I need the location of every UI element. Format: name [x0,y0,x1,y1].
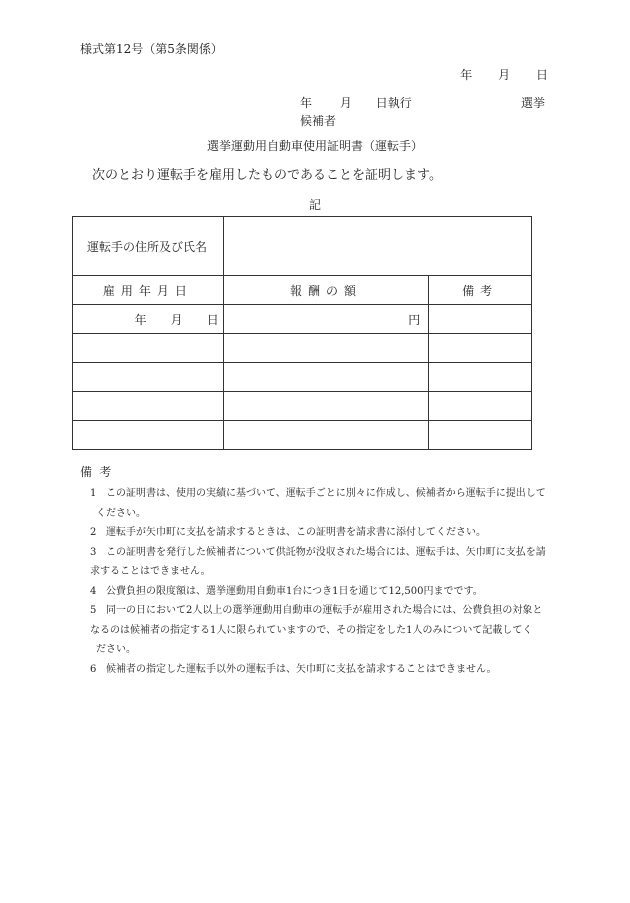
remarks-field[interactable] [429,392,532,421]
note-number: 2 [90,527,97,538]
remuneration-field[interactable] [223,334,429,363]
yen-unit: 円 [408,312,421,327]
election-day-exec-label: 日執行 [375,96,412,110]
employment-date-field[interactable] [73,363,224,392]
employment-date-field[interactable] [73,334,224,363]
employment-date-field[interactable] [73,392,224,421]
note-item [90,582,555,602]
employment-date-field[interactable] [73,421,224,450]
note-number: 3 [90,546,97,558]
date-day-label: 日 [535,68,548,82]
note-number: 5 [90,605,97,616]
certificate-table [72,216,532,450]
day-unit: 日 [206,312,219,327]
document-title: 選挙運動用自動車使用証明書（運転手） [206,139,423,153]
table-row [73,363,532,392]
election-date-line [300,94,545,111]
note-text: この証明書は、使用の実績に基づいて、運転手ごとに別々に作成し、候補者から運転手に提出して [106,488,546,499]
election-label: 選挙 [520,96,545,110]
form-number: 様式第12号（第5条関係） [80,42,223,56]
issue-date [438,66,548,83]
note-text-continued: 求することはできません。 [90,566,211,577]
driver-address-name-field[interactable] [223,217,531,276]
header-remuneration: 報酬の額 [223,276,429,305]
notes-list [90,484,555,679]
year-unit: 年 [134,312,147,327]
table-row [73,421,532,450]
date-year-label: 年 [460,68,473,82]
note-number: 6 [90,663,97,675]
note-text-continued: ください。 [96,507,146,519]
table-row [73,334,532,363]
election-month-label: 月 [339,96,352,110]
remuneration-field[interactable] [223,392,429,421]
note-text-continued: ださい。 [96,644,136,655]
note-text: 同一の日において2人以上の選挙運動用自動車の運転手が雇用された場合には、公費負担の対象と [106,605,543,616]
month-unit: 月 [170,312,183,327]
remuneration-field[interactable] [223,421,429,450]
note-text: 運転手が矢巾町に支払を請求するときは、この証明書を請求書に添付してください。 [106,527,486,538]
table-row [73,217,532,276]
remarks-field[interactable] [429,363,532,392]
header-remarks: 備考 [429,276,532,305]
header-employment-date: 雇用年月日 [73,276,224,305]
employment-date-field[interactable] [73,305,224,334]
note-item [90,660,555,680]
note-item [90,484,555,523]
note-number: 1 [90,488,97,499]
driver-address-name-label: 運転手の住所及び氏名 [73,217,224,276]
election-year-label: 年 [300,96,313,110]
note-text: 候補者の指定した運転手以外の運転手は、矢巾町に支払を請求することはできません。 [106,663,497,675]
note-text-continued: なるのは候補者の指定する1人に限られていますので、その指定をした1人のみについて記載してく [90,624,533,636]
table-row [73,305,532,334]
ki-label: 記 [308,198,321,212]
certification-statement: 次のとおり運転手を雇用したものであることを証明します。 [92,168,442,183]
remarks-field[interactable] [429,421,532,450]
remarks-field[interactable] [429,305,532,334]
note-text: 公費負担の限度額は、選挙運動用自動車1台につき1日を通じて12,500円までです。 [106,585,483,597]
remarks-field[interactable] [429,334,532,363]
table-header-row [73,276,532,305]
note-item [90,543,555,582]
note-item [90,601,555,660]
note-number: 4 [90,585,97,597]
remuneration-field[interactable] [223,363,429,392]
date-month-label: 月 [498,68,511,82]
notes-title: 備考 [80,465,119,479]
candidate-label: 候補者 [300,114,337,128]
remuneration-field[interactable] [223,305,429,334]
note-text: この証明書を発行した候補者について供託物が没収された場合には、運転手は、矢巾町に支払を請 [106,546,546,558]
note-item [90,523,555,543]
table-row [73,392,532,421]
